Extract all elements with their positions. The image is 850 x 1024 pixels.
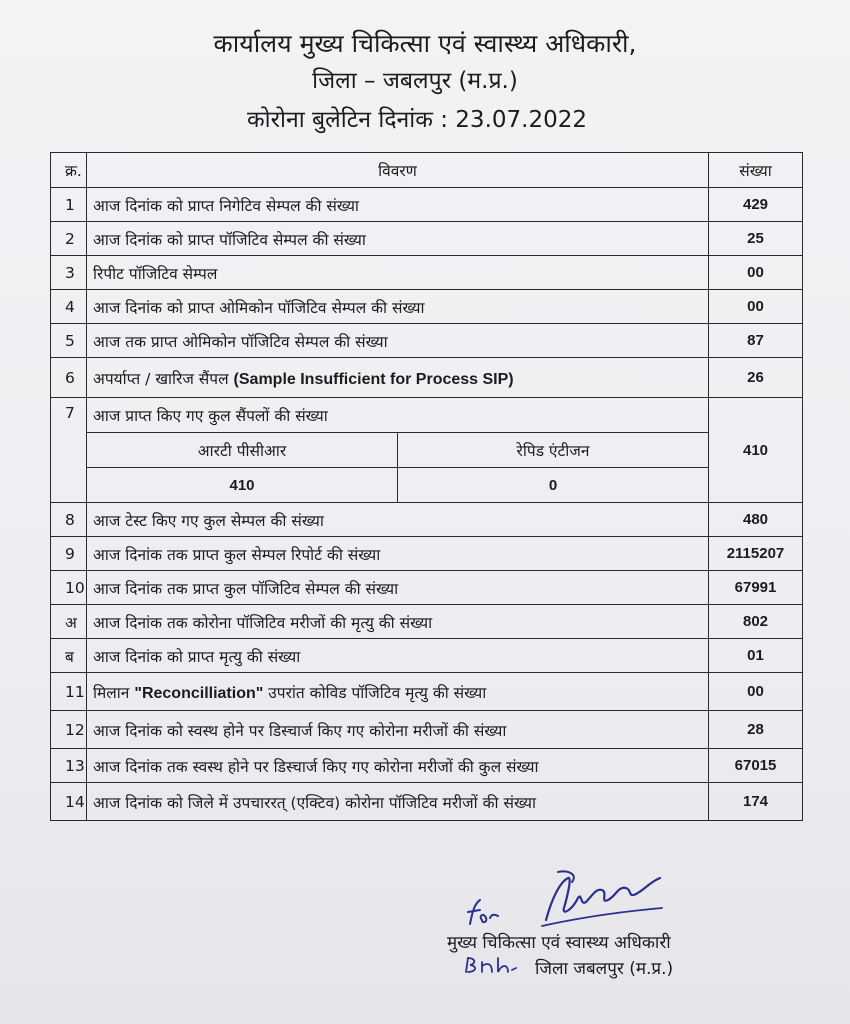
sub-value-rtpcr: 410 [87, 468, 398, 503]
sample-breakdown-table [87, 432, 708, 502]
row-desc: आज दिनांक को प्राप्त मृत्यु की संख्या [87, 639, 709, 673]
col-header-val: संख्या [709, 153, 803, 188]
row-val: 480 [709, 503, 803, 537]
row-desc: आज तक प्राप्त ओमिकोन पॉजिटिव सेम्पल की संख्या [87, 324, 709, 358]
bulletin-date: कोरोना बुलेटिन दिनांक : 23.07.2022 [247, 107, 587, 133]
row-desc: रिपीट पॉजिटिव सेम्पल [87, 256, 709, 290]
table-header-row [51, 153, 803, 188]
row-desc: आज दिनांक को जिले में उपचाररत् (एक्टिव) कोरोना पॉजिटिव मरीजों की संख्या [87, 783, 709, 821]
row-desc-latin: (Sample Insufficient for Process SIP) [233, 370, 514, 388]
for-mark [464, 896, 504, 928]
table-row [51, 571, 803, 605]
row-val: 01 [709, 639, 803, 673]
row-val: 2115207 [709, 537, 803, 571]
row-val: 25 [709, 222, 803, 256]
table-row [51, 503, 803, 537]
row-num: 14 [51, 783, 87, 821]
row-desc-latin: "Reconcilliation" [134, 684, 264, 702]
table-row [51, 639, 803, 673]
row-desc: आज दिनांक को स्वस्थ होने पर डिस्चार्ज किए गए कोरोना मरीजों की संख्या [87, 711, 709, 749]
row-val: 28 [709, 711, 803, 749]
row-val: 00 [709, 673, 803, 711]
row-val: 410 [709, 398, 803, 503]
col-header-num: क्र. [51, 153, 87, 188]
row-num: 12 [51, 711, 87, 749]
row-val: 429 [709, 188, 803, 222]
table-row [51, 783, 803, 821]
signature-scribble [538, 868, 668, 930]
row-num: 6 [51, 358, 87, 398]
bulletin-table [50, 152, 803, 821]
office-title: कार्यालय मुख्य चिकित्सा एवं स्वास्थ्य अधिकारी, [213, 29, 637, 58]
officer-district: जिला जबलपुर (म.प्र.) [535, 959, 674, 979]
row-desc: आज दिनांक तक प्राप्त कुल सेम्पल रिपोर्ट की संख्या [87, 537, 709, 571]
row-desc [87, 673, 709, 711]
table-row [51, 398, 803, 503]
row-val: 00 [709, 256, 803, 290]
row-desc: आज दिनांक को प्राप्त पॉजिटिव सेम्पल की संख्या [87, 222, 709, 256]
sub-header-rtpcr: आरटी पीसीआर [87, 433, 398, 468]
row-desc: आज दिनांक तक कोरोना पॉजिटिव मरीजों की मृत्यु की संख्या [87, 605, 709, 639]
row-num: 3 [51, 256, 87, 290]
table-row [51, 358, 803, 398]
row-desc: आज दिनांक तक प्राप्त कुल पॉजिटिव सेम्पल की संख्या [87, 571, 709, 605]
row-num: 1 [51, 188, 87, 222]
row-num: 10 [51, 571, 87, 605]
row-desc-hindi-pre: मिलान [93, 683, 130, 702]
row-desc: आज दिनांक को प्राप्त निगेटिव सेम्पल की संख्या [87, 188, 709, 222]
row-num: 8 [51, 503, 87, 537]
row-val: 174 [709, 783, 803, 821]
table-row [51, 222, 803, 256]
sub-header-rapid-antigen: रेपिड एंटीजन [398, 433, 709, 468]
table-row [51, 537, 803, 571]
table-row [51, 711, 803, 749]
table-row [51, 324, 803, 358]
table-row [51, 605, 803, 639]
col-header-desc: विवरण [87, 153, 709, 188]
row-num: 13 [51, 749, 87, 783]
row-desc: आज टेस्ट किए गए कुल सेम्पल की संख्या [87, 503, 709, 537]
row-desc: आज दिनांक को प्राप्त ओमिकोन पॉजिटिव सेम्पल की संख्या [87, 290, 709, 324]
row-val: 67991 [709, 571, 803, 605]
row-num: 5 [51, 324, 87, 358]
row-desc [87, 358, 709, 398]
row-num: 11 [51, 673, 87, 711]
table-row [51, 290, 803, 324]
table-row [51, 256, 803, 290]
row-num: 9 [51, 537, 87, 571]
table-row [51, 749, 803, 783]
district-title: जिला – जबलपुर (म.प्र.) [312, 68, 518, 94]
row-val: 26 [709, 358, 803, 398]
row-val: 67015 [709, 749, 803, 783]
row-num: अ [51, 605, 87, 639]
row-num: 7 [51, 398, 87, 503]
row-val: 00 [709, 290, 803, 324]
row-num: ब [51, 639, 87, 673]
row-num: 2 [51, 222, 87, 256]
sub-value-rapid-antigen: 0 [398, 468, 709, 503]
table-row [51, 673, 803, 711]
row-desc: आज दिनांक तक स्वस्थ होने पर डिस्चार्ज किए गए कोरोना मरीजों की कुल संख्या [87, 749, 709, 783]
row-desc-hindi: अपर्याप्त / खारिज सैंपल [93, 369, 229, 388]
initials-mark [462, 954, 518, 976]
officer-title: मुख्य चिकित्सा एवं स्वास्थ्य अधिकारी [447, 933, 671, 953]
row-val: 802 [709, 605, 803, 639]
row-desc-title: आज प्राप्त किए गए कुल सैंपलों की संख्या [93, 407, 328, 425]
row-desc-hindi: उपरांत कोविड पॉजिटिव मृत्यु की संख्या [268, 683, 487, 702]
row-num: 4 [51, 290, 87, 324]
table-row [51, 188, 803, 222]
row-desc [87, 398, 709, 503]
row-val: 87 [709, 324, 803, 358]
